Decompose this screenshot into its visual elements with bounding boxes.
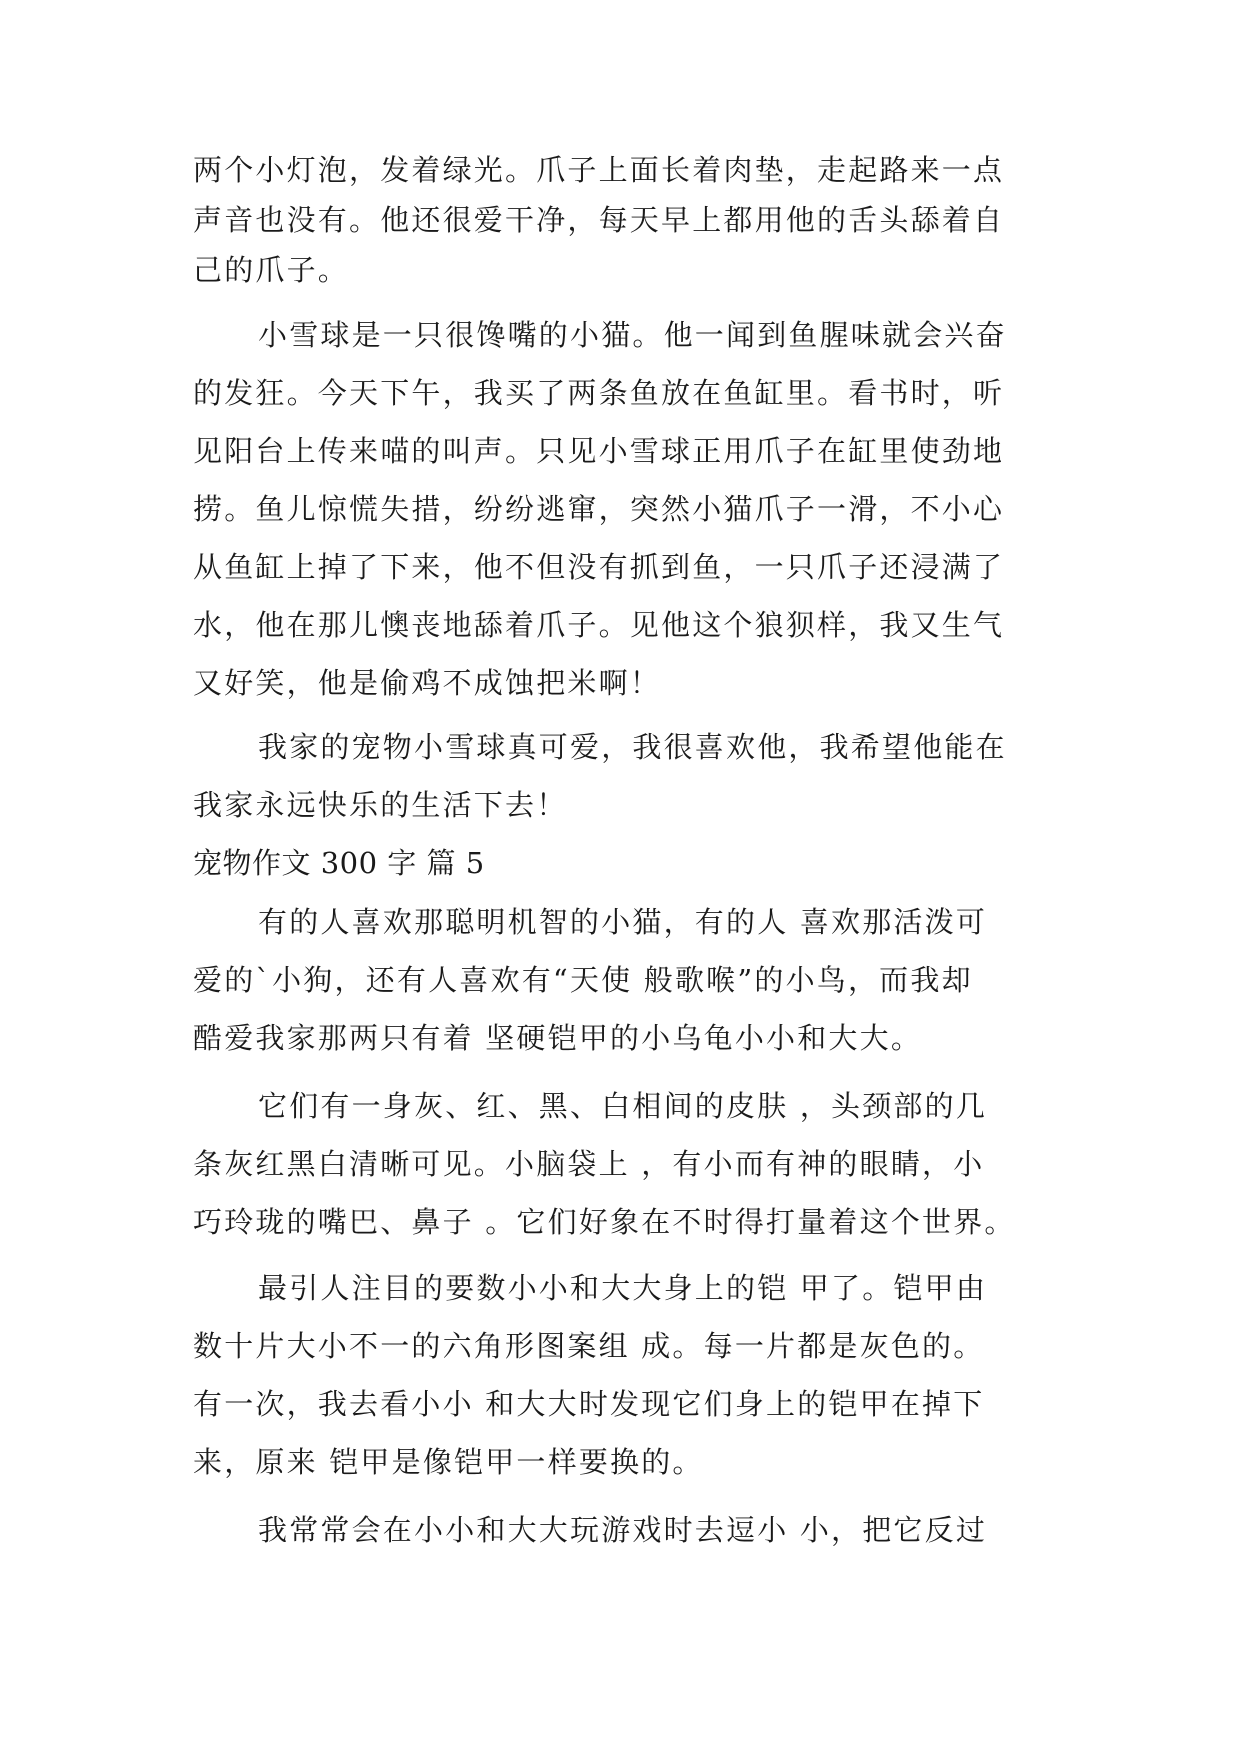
text-line: 条灰红黑白清晰可见。小脑袋上 ，有小而有神的眼睛，小: [193, 1147, 985, 1181]
text-line: 捞。鱼儿惊慌失措，纷纷逃窜，突然小猫爪子一滑，不小心: [193, 492, 1005, 526]
paragraph-first-line: 它们有一身灰、红、黑、白相间的皮肤 ，头颈部的几: [258, 1089, 988, 1123]
text-line: 酷爱我家那两只有着 坚硬铠甲的小乌龟小小和大大。: [193, 1021, 923, 1055]
text-line: 有一次，我去看小小 和大大时发现它们身上的铠甲在掉下: [193, 1387, 985, 1421]
text-line: 两个小灯泡，发着绿光。爪子上面长着肉垫，走起路来一点: [193, 153, 1005, 187]
paragraph-first-line: 我常常会在小小和大大玩游戏时去逗小 小，把它反过: [258, 1513, 988, 1547]
text-line: 我家永远快乐的生活下去！: [193, 788, 568, 822]
text-line: 水，他在那儿懊丧地舔着爪子。见他这个狼狈样，我又生气: [193, 608, 1005, 642]
paragraph-first-line: 小雪球是一只很馋嘴的小猫。他一闻到鱼腥味就会兴奋: [258, 318, 1007, 352]
paragraph-first-line: 有的人喜欢那聪明机智的小猫，有的人 喜欢那活泼可: [258, 905, 988, 939]
text-line: 巧玲珑的嘴巴、鼻子 。它们好象在不时得打量着这个世界。: [193, 1205, 1016, 1239]
paragraph-first-line: 最引人注目的要数小小和大大身上的铠 甲了。铠甲由: [258, 1271, 988, 1305]
section-heading: 宠物作文 300 字 篇 5: [193, 846, 485, 880]
text-line: 从鱼缸上掉了下来，他不但没有抓到鱼，一只爪子还浸满了: [193, 550, 1005, 584]
text-line: 声音也没有。他还很爱干净，每天早上都用他的舌头舔着自: [193, 203, 1005, 237]
text-line: 的发狂。今天下午，我买了两条鱼放在鱼缸里。看书时，听: [193, 376, 1005, 410]
text-line: 己的爪子。: [193, 253, 350, 287]
paragraph-first-line: 我家的宠物小雪球真可爱，我很喜欢他，我希望他能在: [258, 730, 1007, 764]
text-line: 数十片大小不一的六角形图案组 成。每一片都是灰色的。: [193, 1329, 985, 1363]
text-line: 来，原来 铠甲是像铠甲一样要换的。: [193, 1445, 704, 1479]
text-line: 爱的`小狗，还有人喜欢有“天使 般歌喉”的小鸟，而我却: [193, 963, 973, 997]
text-line: 见阳台上传来喵的叫声。只见小雪球正用爪子在缸里使劲地: [193, 434, 1005, 468]
text-line: 又好笑，他是偷鸡不成蚀把米啊！: [193, 666, 662, 700]
